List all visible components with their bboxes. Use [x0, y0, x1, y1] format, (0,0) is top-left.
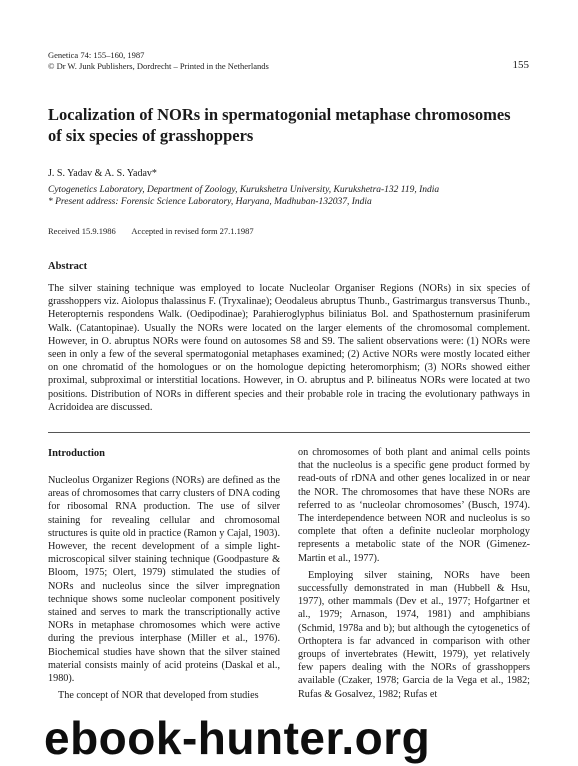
authors: J. S. Yadav & A. S. Yadav* [48, 168, 157, 179]
watermark: ebook-hunter.org [44, 715, 544, 761]
affiliation-primary: Cytogenetics Laboratory, Department of Zoology, Kurukshetra University, Kurukshetra-132 119, India [48, 185, 440, 195]
journal-citation: Genetica 74: 155–160, 1987 [48, 50, 145, 60]
affiliations [48, 184, 548, 208]
intro-paragraph-3: Employing silver staining, NORs have been successfully demonstrated in man (Hubbell & Hsu, 1977), other mammals (Dev et al., 1977; Hofgartner et al., 1979; Arnason, 1974, 1981) and amphibians (Schmid, 1978a and b); but although the cytogenetics of Orthoptera is far advanced in comparison with other groups of invertebrates (Hewitt, 1979), yet relatively few papers dealing with the NORs of grasshoppers available (Czaker, 1978; Garcia de la Vega et al., 1982; Rufas & Gosalvez, 1982; Rufas et [298, 569, 530, 700]
journal-header [48, 50, 269, 72]
affiliation-present-address: * Present address: Forensic Science Laboratory, Haryana, Madhuban-132037, India [48, 197, 372, 207]
article-title: Localization of NORs in spermatogonial metaphase chromosomes of six species of grasshoppers [48, 105, 511, 145]
accepted-date: Accepted in revised form 27.1.1987 [131, 226, 254, 236]
page-number: 155 [512, 59, 529, 71]
abstract-text: The silver staining technique was employed to locate Nucleolar Organiser Regions (NORs) in six species of grasshoppers viz. Aiolopus thalassinus F. (Tryxalinae); Oeodaleus abruptus Thunb., Gastrimargus transversus Thunb., Heteropternis respondens Walk. (Oedipodinae); Parahieroglyphus biliniatus Bol. and Spathosternum prasiniferum Walk. (Catantopinae). Usually the NORs were located on the larger elements of the chromosomal complement. However, in O. abruptus NORs were found on autosomes S8 and S9. The salient observations were: (1) NORs were seen in only a few of the several spermatogonial metaphases examined; (2) Active NORs were mostly located either on one chromatid of the homologues or on the homologue depicting heteromorphism; (3) NORs showed either proximal, subproximal or interstitial locations. However, in O. abruptus and P. bilineatus NORs were located at two positions. Distribution of NORs in different species and their probable role in tracing the evolutionary pathways in Acridoidea are discussed. [48, 283, 530, 413]
right-column [298, 446, 530, 701]
received-date: Received 15.9.1986 [48, 226, 116, 236]
received-dates [48, 226, 268, 236]
abstract-heading: Abstract [48, 261, 88, 272]
publisher-line: © Dr W. Junk Publishers, Dordrecht – Printed in the Netherlands [48, 61, 269, 71]
section-divider [48, 432, 530, 433]
intro-paragraph-2-continued: on chromosomes of both plant and animal cells points that the nucleolus is a specific gene product formed by read-outs of rDNA and other genes localized in or near the NOR. The chromosomes that have these NORs are referred to as ‘nucleolar chromosomes’ (Busch, 1974). The interdependence between NOR and nucleolus is so complete that often a definite nucleolar morphology represents a metabolic state of the NOR (Gimenez-Martin et al., 1977). [298, 447, 530, 564]
intro-paragraph-1: Nucleolus Organizer Regions (NORs) are defined as the areas of chromosomes that carry clusters of DNA coding for ribosomal RNA production. The use of silver staining for revealing cellular and chromosomal structures is quite old in practice (Ramon y Cajal, 1903). However, the recent development of a simple light-microscopical silver staining technique (Goodpasture & Bloom, 1975; Olert, 1979) stimulated the studies of NORs and nucleolus since the silver impregnation technique shows some nucleolar component positively stained and serves to mark the transcriptionally active NORs in metaphase chromosomes which were active during the previous interphase (Miller et al., 1976). Biochemical studies have shown that the silver stained material consists mainly of acid proteins (Daskal et al., 1980). [48, 475, 280, 685]
intro-paragraph-2: The concept of NOR that developed from studies [58, 690, 259, 702]
left-column [48, 474, 280, 702]
introduction-heading: Introduction [48, 448, 105, 459]
